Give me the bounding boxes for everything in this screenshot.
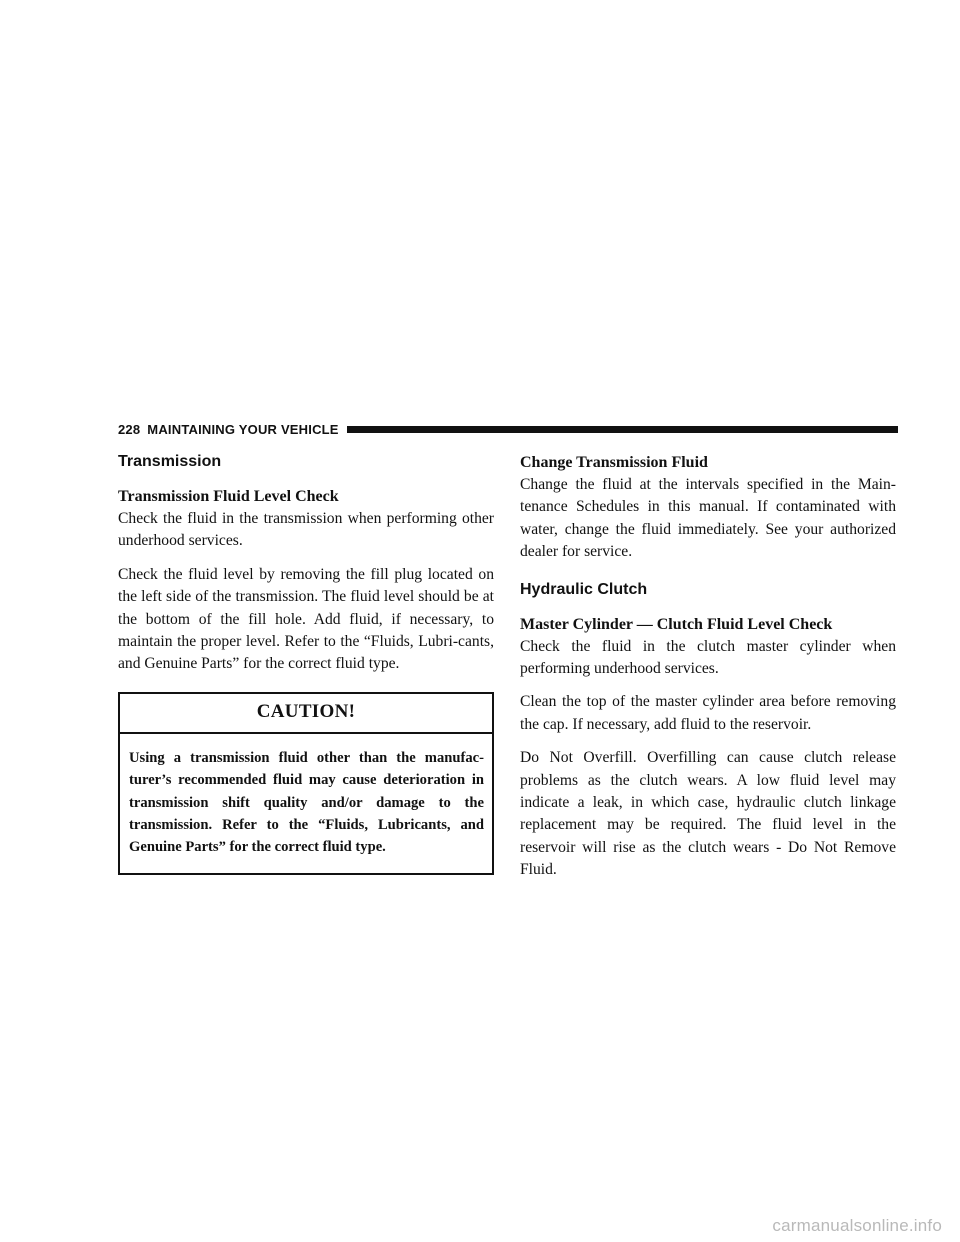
watermark: carmanualsonline.info: [772, 1216, 942, 1235]
page-number: 228: [118, 421, 141, 437]
subheading-master-cylinder: Master Cylinder — Clutch Fluid Level Check: [520, 615, 833, 633]
paragraph: Do Not Overfill. Overfilling can cause clutch release problems as the clutch wears. A low fluid level may indicate a leak, in which case, hydraulic clutch linkage replacement may be required. The fluid level in the reservoir will rise as the clutch wears - Do Not Remove Fluid.: [520, 749, 896, 879]
right-column: [520, 452, 896, 893]
left-column: [118, 452, 494, 875]
paragraph: Change the fluid at the intervals specified in the Main-tenance Schedules in this manual. If contaminated with water, change the fluid immediately. See your authorized dealer for service.: [520, 476, 896, 561]
subheading-fluid-level-check: Transmission Fluid Level Check: [118, 488, 339, 505]
caution-title: CAUTION!: [120, 694, 492, 734]
running-section-title: MAINTAINING YOUR VEHICLE: [147, 421, 339, 437]
header-rule: [347, 426, 898, 433]
subheading-change-fluid: Change Transmission Fluid: [520, 454, 708, 471]
paragraph: Clean the top of the master cylinder area before removing the cap. If necessary, add fluid to the reservoir.: [520, 693, 896, 733]
paragraph: Check the fluid in the transmission when performing other underhood services.: [118, 510, 494, 550]
caution-box: [118, 692, 494, 875]
section-heading-hydraulic-clutch: Hydraulic Clutch: [520, 580, 648, 598]
section-heading-transmission: Transmission: [118, 453, 222, 470]
paragraph: Check the fluid in the clutch master cylinder when performing underhood services.: [520, 637, 896, 678]
caution-text: Using a transmission fluid other than the manufac-turer’s recommended fluid may cause deterioration in transmission shift quality and/or damage to the transmission. Refer to the “Fluids, Lubricants, and Genuine Parts” for the correct fluid type.: [129, 749, 484, 856]
paragraph: Check the fluid level by removing the fill plug located on the left side of the transmission. The fluid level should be at the bottom of the fill hole. Add fluid, if necessary, to maintain the proper level. Refer to the “Fluids, Lubri-cants, and Genuine Parts” for the correct fluid type.: [118, 565, 494, 673]
running-header: [118, 421, 898, 437]
